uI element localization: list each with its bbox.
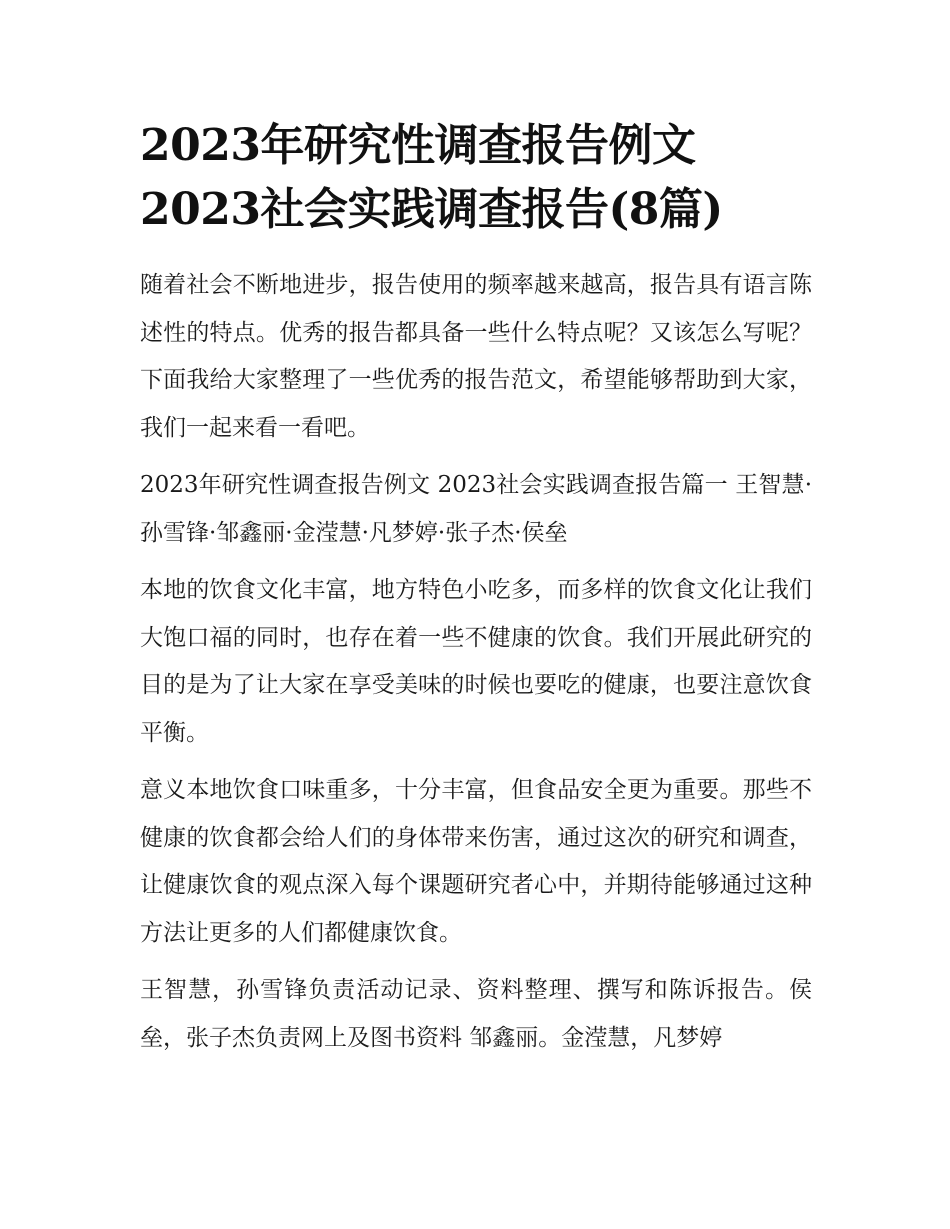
division-of-labor-paragraph: 王智慧，孙雪锋负责活动记录、资料整理、撰写和陈诉报告。侯垒，张子杰负责网上及图书资料 邹鑫丽。金滢慧，凡梦婷	[140, 977, 812, 1051]
document-title	[140, 114, 812, 242]
document-page	[140, 114, 812, 1072]
intro-paragraph: 随着社会不断地进步，报告使用的频率越来越高，报告具有语言陈述性的特点。优秀的报告都具备一些什么特点呢？又该怎么写呢？下面我给大家整理了一些优秀的报告范文，希望能够帮助到大家，我们一起来看一看吧。	[140, 272, 812, 441]
purpose-paragraph: 本地的饮食文化丰富，地方特色小吃多，而多样的饮食文化让我们大饱口福的同时，也存在着一些不健康的饮食。我们开展此研究的目的是为了让大家在享受美味的时候也要吃的健康，也要注意饮食平衡。	[140, 577, 812, 746]
significance-paragraph: 意义本地饮食口味重多，十分丰富，但食品安全更为重要。那些不健康的饮食都会给人们的身体带来伤害，通过这次的研究和调查，让健康饮食的观点深入每个课题研究者心中，并期待能够通过这种方法让更多的人们都健康饮食。	[140, 777, 812, 946]
section-heading-paragraph: 2023年研究性调查报告例文 2023社会实践调查报告篇一 王智慧·孙雪锋·邹鑫丽·金滢慧·凡梦婷·张子杰·侯垒	[140, 472, 812, 546]
title-line-1: 2023年研究性调查报告例文	[140, 120, 696, 171]
title-line-2: 2023社会实践调查报告(8篇)	[140, 184, 723, 235]
